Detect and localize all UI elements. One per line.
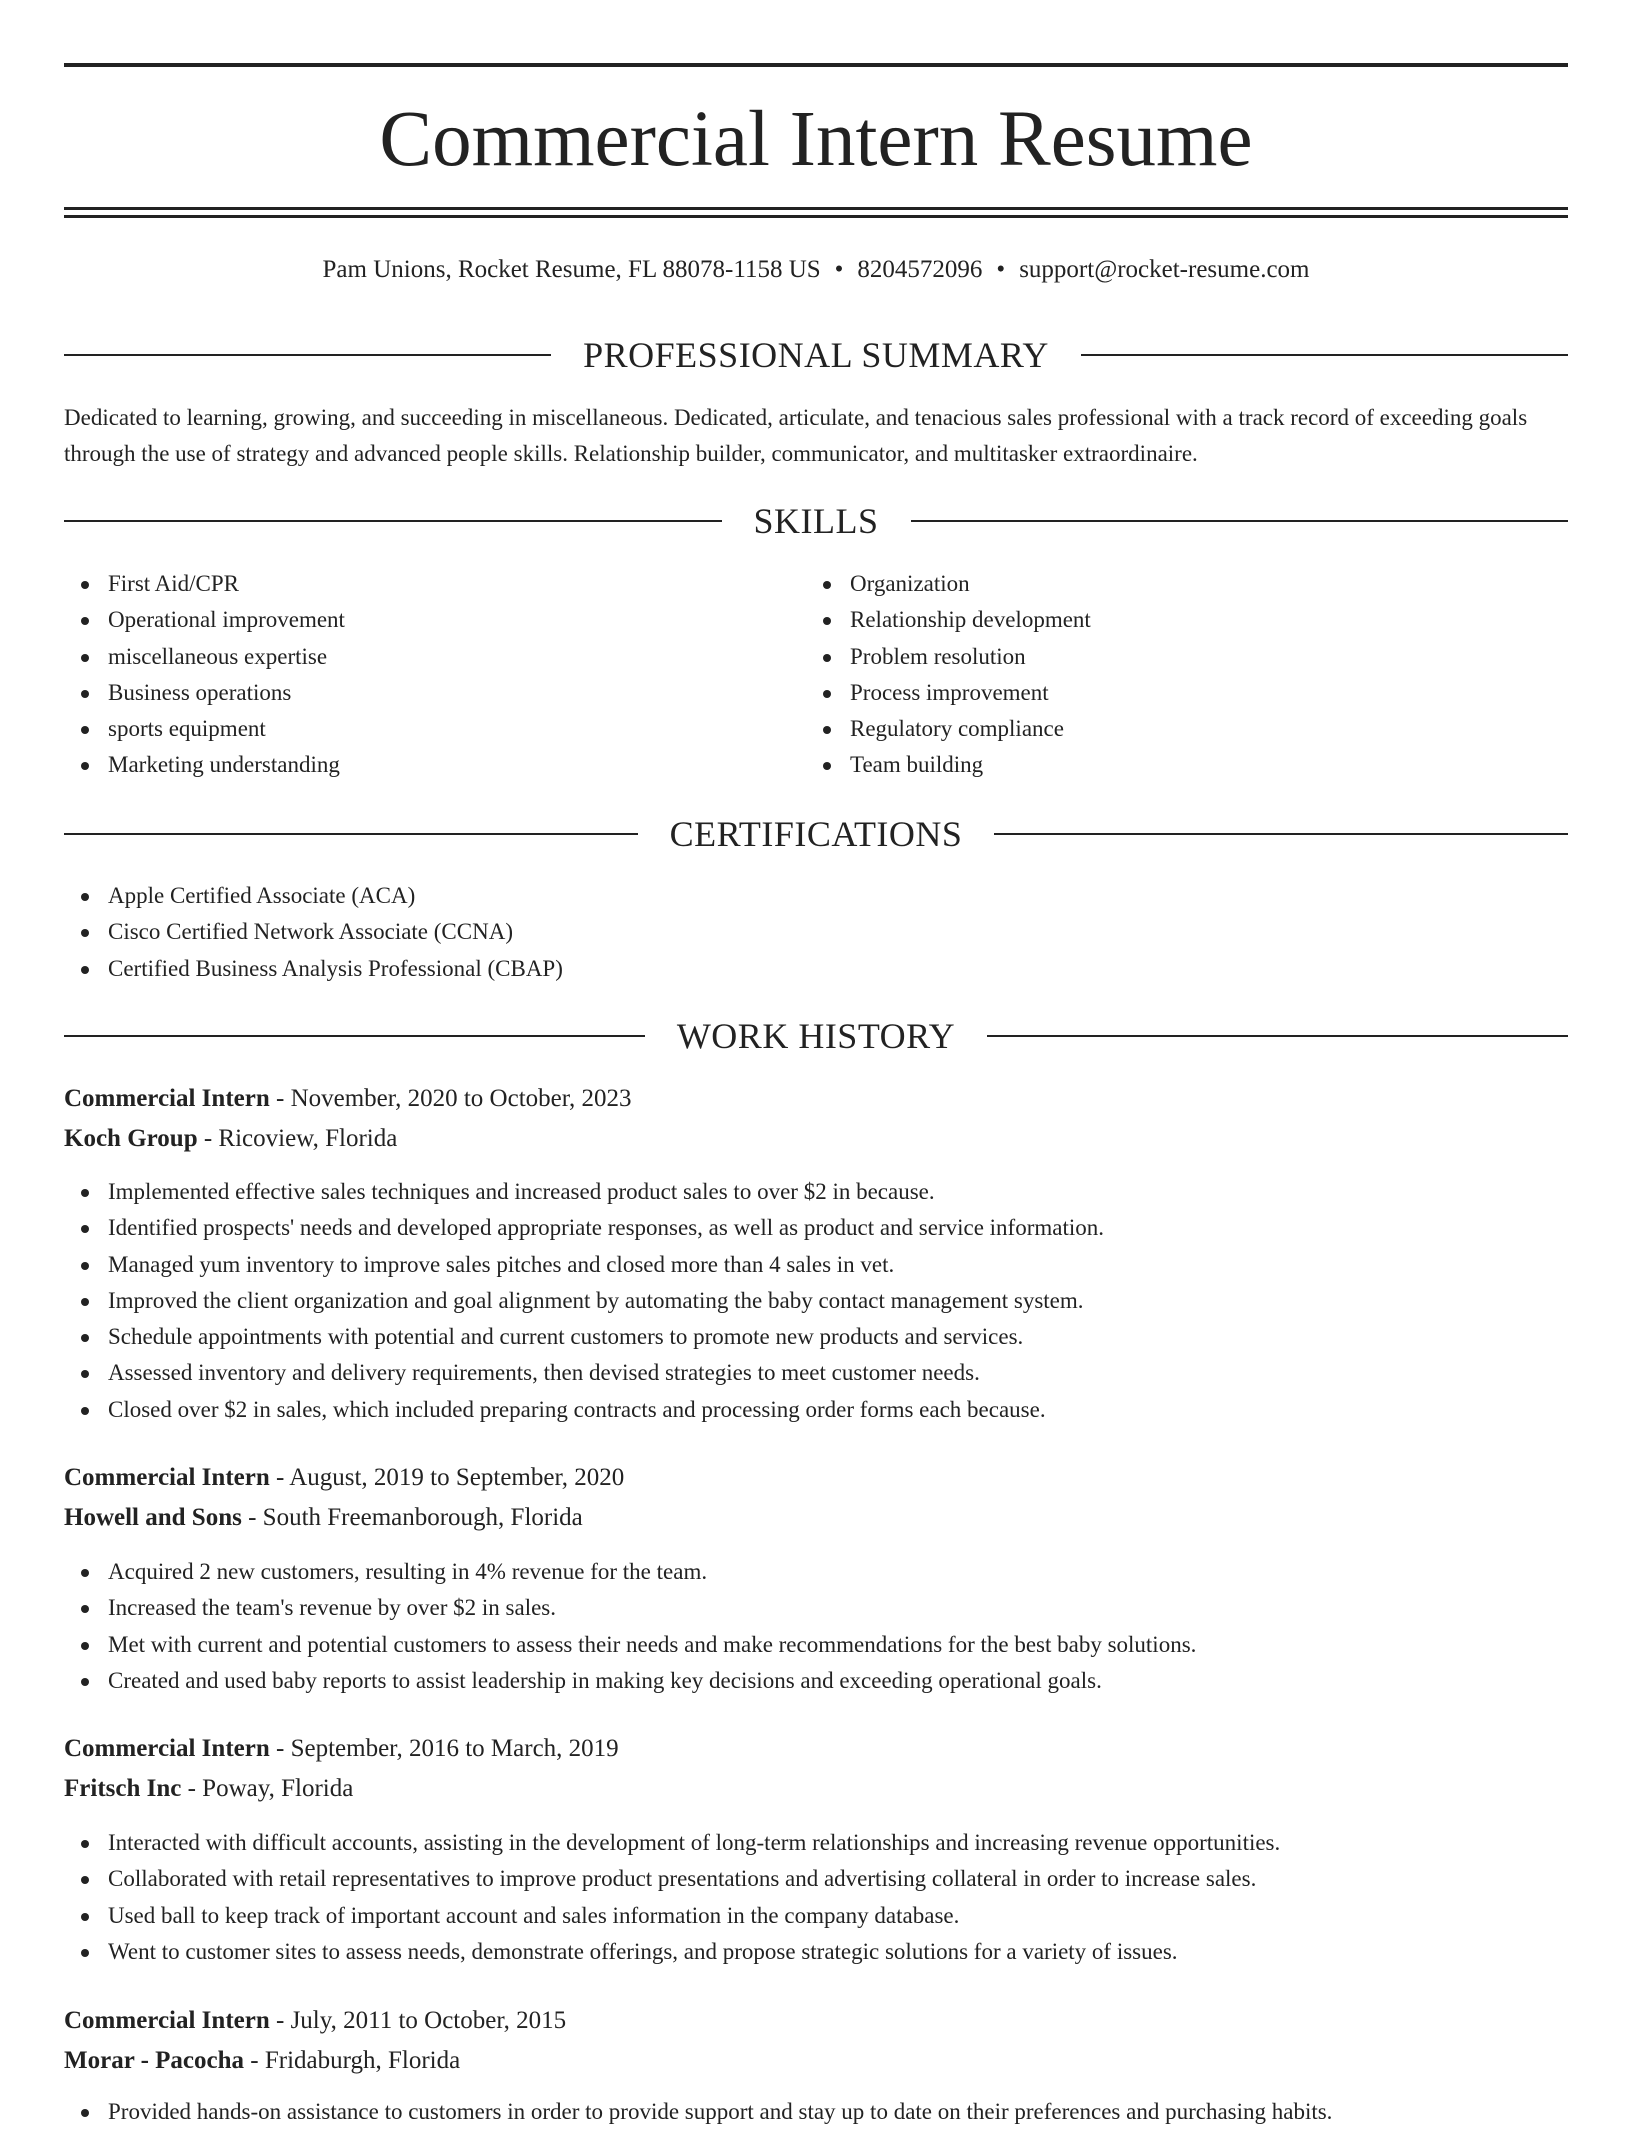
job-location: - South Freemanborough, Florida — [241, 1504, 583, 1531]
heading-rule — [911, 520, 1569, 522]
job-dates: - September, 2016 to March, 2019 — [269, 1735, 619, 1762]
section-heading-certifications — [64, 812, 1568, 856]
job-bullet: Collaborated with retail representatives to improve product presentations and advertising collateral in order to increase sales. — [64, 1861, 1568, 1897]
job-bullet: Went to customer sites to assess needs, demonstrate offerings, and propose strategic solutions for a variety of issues. — [64, 1934, 1568, 1970]
certification-item: Certified Business Analysis Professional (CBAP) — [64, 951, 1568, 987]
job-bullets — [64, 1825, 1568, 1970]
resume-title: Commercial Intern Resume — [379, 96, 1253, 183]
skills-column-left — [64, 566, 804, 784]
section-heading-label: SKILLS — [753, 501, 879, 541]
job-bullets — [64, 1174, 1568, 1428]
job-bullet: Implemented effective sales techniques and increased product sales to over $2 in because. — [64, 1174, 1568, 1210]
heading-rule — [64, 354, 551, 356]
skill-item: miscellaneous expertise — [64, 639, 804, 675]
heading-rule — [1081, 354, 1568, 356]
heading-rule — [64, 833, 638, 835]
contact-separator: • — [996, 256, 1006, 283]
job-bullet: Met with current and potential customers to assess their needs and make recommendations for the best baby solutions. — [64, 1627, 1568, 1663]
section-heading-label: CERTIFICATIONS — [669, 814, 963, 854]
skills-column-right — [806, 566, 1546, 784]
job-company: Koch Group — [64, 1125, 198, 1152]
skill-item: sports equipment — [64, 711, 804, 747]
job-bullet: Increased the team's revenue by over $2 in sales. — [64, 1590, 1568, 1626]
header-double-rule-lower — [64, 215, 1568, 218]
contact-address: Pam Unions, Rocket Resume, FL 88078-1158 US — [322, 256, 821, 283]
job-company: Howell and Sons — [64, 1504, 242, 1531]
job-title: Commercial Intern — [64, 1085, 270, 1112]
job-title: Commercial Intern — [64, 1735, 270, 1762]
section-heading-label: WORK HISTORY — [676, 1016, 956, 1056]
header-double-rule-upper — [64, 207, 1568, 210]
section-heading-label: PROFESSIONAL SUMMARY — [583, 335, 1049, 375]
job-company-line — [64, 1502, 1568, 1534]
job-bullet: Used ball to keep track of important account and sales information in the company database. — [64, 1898, 1568, 1934]
contact-phone: 8204572096 — [857, 256, 983, 283]
job-bullet: Managed yum inventory to improve sales pitches and closed more than 4 sales in vet. — [64, 1247, 1568, 1283]
skill-item: Relationship development — [806, 602, 1546, 638]
skill-item: Organization — [806, 566, 1546, 602]
job-bullet: Interacted with difficult accounts, assisting in the development of long-term relationships and increasing revenue opportunities. — [64, 1825, 1568, 1861]
skill-item: Problem resolution — [806, 639, 1546, 675]
contact-line — [64, 254, 1568, 286]
job-title-line — [64, 1733, 1568, 1765]
heading-rule — [987, 1035, 1568, 1037]
summary-text: Dedicated to learning, growing, and succeeding in miscellaneous. Dedicated, articulate, and tenacious sales professional with a track record of exceeding goals through the use of strategy and advanced people skills. Relationship builder, communicator, and multitasker extraordinaire. — [64, 405, 1528, 466]
skill-item: Operational improvement — [64, 602, 804, 638]
job-title: Commercial Intern — [64, 2007, 270, 2034]
job-bullet: Created and used baby reports to assist leadership in making key decisions and exceeding operational goals. — [64, 1663, 1568, 1699]
certification-item: Apple Certified Associate (ACA) — [64, 878, 1568, 914]
job-dates: - August, 2019 to September, 2020 — [269, 1464, 625, 1491]
job-location: - Fridaburgh, Florida — [244, 2047, 461, 2074]
heading-rule — [994, 833, 1568, 835]
job-bullets — [64, 2094, 1568, 2130]
skill-item: Business operations — [64, 675, 804, 711]
contact-email: support@rocket-resume.com — [1019, 256, 1310, 283]
certification-item: Cisco Certified Network Associate (CCNA) — [64, 914, 1568, 950]
section-heading-summary — [64, 333, 1568, 377]
job-bullet: Schedule appointments with potential and current customers to promote new products and services. — [64, 1319, 1568, 1355]
job-location: - Poway, Florida — [181, 1775, 354, 1802]
job-bullet: Identified prospects' needs and developed appropriate responses, as well as product and service information. — [64, 1210, 1568, 1246]
job-bullet: Closed over $2 in sales, which included preparing contracts and processing order forms each because. — [64, 1392, 1568, 1428]
job-company-line — [64, 1773, 1568, 1805]
skill-item: First Aid/CPR — [64, 566, 804, 602]
contact-separator: • — [834, 256, 844, 283]
job-dates: - July, 2011 to October, 2015 — [269, 2007, 567, 2034]
heading-rule — [64, 1035, 645, 1037]
job-bullets — [64, 1554, 1568, 1699]
job-company-line — [64, 1123, 1568, 1155]
skill-item: Regulatory compliance — [806, 711, 1546, 747]
skill-item: Process improvement — [806, 675, 1546, 711]
job-bullet: Provided hands-on assistance to customers in order to provide support and stay up to date on their preferences and purchasing habits. — [64, 2094, 1568, 2130]
skill-item: Team building — [806, 747, 1546, 783]
heading-rule — [64, 520, 722, 522]
job-title-line — [64, 2005, 1568, 2037]
job-title-line — [64, 1462, 1568, 1494]
job-bullet: Assessed inventory and delivery requirements, then devised strategies to meet customer needs. — [64, 1355, 1568, 1391]
section-heading-skills — [64, 499, 1568, 543]
job-company: Fritsch Inc — [64, 1775, 182, 1802]
skill-item: Marketing understanding — [64, 747, 804, 783]
section-heading-work-history — [64, 1014, 1568, 1058]
certifications-list — [64, 878, 1568, 987]
header-top-rule — [64, 63, 1568, 67]
job-title: Commercial Intern — [64, 1464, 270, 1491]
job-title-line — [64, 1083, 1568, 1115]
job-bullet: Acquired 2 new customers, resulting in 4% revenue for the team. — [64, 1554, 1568, 1590]
job-company-line — [64, 2045, 1568, 2077]
job-dates: - November, 2020 to October, 2023 — [269, 1085, 632, 1112]
job-location: - Ricoview, Florida — [197, 1125, 398, 1152]
job-bullet: Improved the client organization and goal alignment by automating the baby contact management system. — [64, 1283, 1568, 1319]
job-company: Morar - Pacocha — [64, 2047, 245, 2074]
